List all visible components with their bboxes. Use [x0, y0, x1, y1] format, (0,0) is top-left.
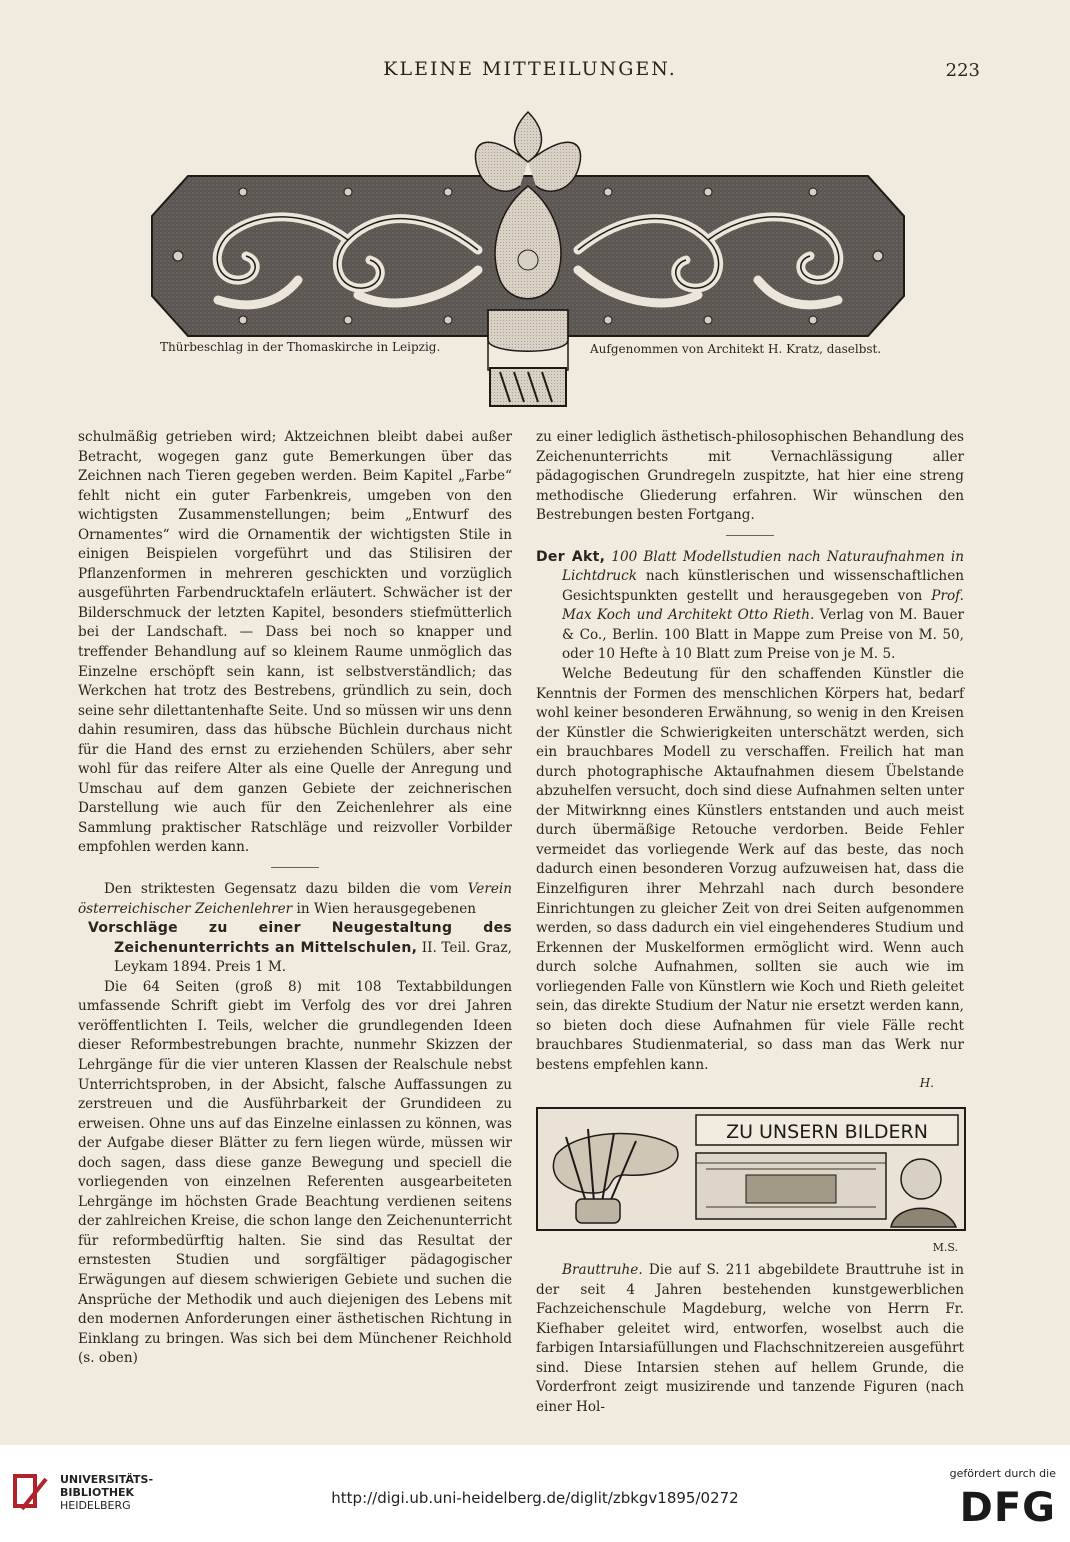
- figure-caption-right: Aufgenommen von Architekt H. Kratz, daselbst.: [590, 342, 882, 356]
- paragraph: Die 64 Seiten (groß 8) mit 108 Textabbildungen umfassende Schrift giebt im Verfolg des vor drei Jahren veröffentlichten I. Teils, welcher die grundlegenden Ideen dieser Reformbestrebungen brachte, nunmehr Skizzen der Lehrgänge für die vier unteren Klassen der Realschule nebst Unterrichtsproben, in der Absicht, falsche Auffassungen zu zerstreuen und die Ausführbarkeit der Grundideen zu erweisen. Ohne uns auf das Einzelne einlassen zu können, was der Aufgabe dieser Blätter zu fern liegen würde, müssen wir doch sagen, dass diese ganze Bewegung und speciell die vorliegenden von einzelnen Referenten ausgearbeiteten Lehrgänge im höchsten Grade Beachtung verdienen seitens der zahlreichen Kreise, die schon lange den Zeichenunterricht für reformbedürftig halten. Sie sind das Resultat der ernstesten Studien und sorgfältiger pädagogischer Erwägungen auf diesem schwierigen Gebiete und suchen die Ansprüche der Methodik und auch diejenigen des Lebens mit den modernen Anforderungen einer ästhetischen Richtung in Einklang zu bringen. Was sich bei dem Münchener Reichhold (s. oben): [78, 978, 512, 1367]
- dfg-logo[interactable]: DFG: [959, 1485, 1056, 1531]
- section-banner-illustration: [536, 1107, 966, 1231]
- paragraph: [78, 880, 512, 919]
- text-run: Die auf S. 211 abgebildete Brauttruhe ist in der seit 4 Jahren bestehenden kunstgewerblichen Fachzeichenschule Magdeburg, welche von Herrn Fr. Kiefhaber geleitet wird, entworfen, woselbst auch die farbigen Intarsiafüllungen und Flachschnitzereien ausgeführt sind. Diese Intarsien stehen auf hellem Grunde, die Vorderfront zeigt musizirende und tanzende Figuren (nach einer Hol-: [536, 1262, 964, 1415]
- review-heading: [536, 548, 964, 665]
- door-fitting-illustration: [148, 100, 908, 410]
- paragraph: schulmäßig getrieben wird; Aktzeichnen bleibt dabei außer Betracht, wogegen ganz gute Bemerkungen über das Zeichnen nach Tieren gegeben werden. Beim Kapitel „Farbe“ fehlt nicht ein guter Farbenkreis, umgeben von den wichtigsten Zusammenstellungen; beim „Entwurf des Ornamentes“ wird die Ornamentik der wichtigsten Stile in einigen Beispielen vorgeführt und das Stilisiren der Pflanzenformen in mehreren geschickten und vorzüglich ausgeführten Farbendrucktafeln erläutert. Schwächer ist der Bilderschmuck der letzten Kapitel, besonders stiefmütterlich bei der Landschaft. — Dass bei noch so knapper und treffender Behandlung auf so kleinem Raume unmöglich das Einzelne erschöpft sein kann, ist selbstverständlich; das Werkchen hat trotz des Bestrebens, gründlich zu sein, doch seine sehr dilettantenhafte Seite. Und so müssen wir uns denn dahin resumiren, dass das hübsche Büchlein durchaus nicht für die Hand des ernst zu erziehenden Schülers, aber sehr wohl für das reifere Alter als eine Quelle der Anregung und Umschau auf dem ganzen Gebiete der zeichnerischen Darstellung wie auch für den Zeichenlehrer als eine Sammlung praktischer Ratschläge und reizvoller Vorbilder empfohlen werden kann.: [78, 429, 512, 856]
- page-number: 223: [945, 60, 980, 81]
- text-run: nach künstlerischen und wissenschaftlichen Gesichtspunkten gestellt und herausgegeben von: [562, 568, 964, 604]
- running-title: KLEINE MITTEILUNGEN.: [383, 58, 677, 80]
- left-column: [78, 428, 512, 1369]
- text-run: in Wien herausgegebenen: [292, 900, 477, 917]
- library-name-line: UNIVERSITÄTS-: [60, 1473, 154, 1486]
- review-title: Der Akt,: [536, 548, 606, 565]
- library-name-line: HEIDELBERG: [60, 1499, 131, 1512]
- section-rule: [726, 535, 774, 536]
- banner-monogram: M.S.: [932, 1240, 958, 1254]
- viewer-footer: [0, 1445, 1070, 1542]
- figure-caption-left: Thürbeschlag in der Thomaskirche in Leipzig.: [160, 340, 441, 354]
- funding-note: gefördert durch die: [949, 1467, 1056, 1480]
- paragraph: [536, 1261, 964, 1417]
- italic-run: Brauttruhe.: [562, 1262, 643, 1279]
- review-heading: [88, 919, 512, 978]
- italic-run: Verein österreichischer Zeichenlehrer: [78, 881, 512, 917]
- permalink[interactable]: http://digi.ub.uni-heidelberg.de/diglit/zbkgv1895/0272: [331, 1489, 739, 1507]
- library-name-line: BIBLIOTHEK: [60, 1486, 135, 1499]
- text-run: Den striktesten Gegensatz dazu bilden die vom: [104, 881, 468, 898]
- banner-title: ZU UNSERN BILDERN: [726, 1121, 928, 1144]
- text-run: Verlag von M. Bauer & Co., Berlin. 100 Blatt in Mappe zum Preise von M. 50, oder 10 Hefte à 10 Blatt zum Preise von je M. 5.: [562, 607, 964, 663]
- right-column: [536, 428, 964, 1418]
- paragraph: Welche Bedeutung für den schaffenden Künstler die Kenntnis der Formen des menschlichen Körpers hat, bedarf wohl keiner besonderen Erwähnung, so wenig in den Kreisen der Künstler die Schwierigkeiten unterschätzt werden, sich ein brauchbares Modell zu verschaffen. Freilich hat man durch photographische Aktaufnahmen diesem Übelstande abzuhelfen versucht, doch sind diese Aufnahmen selten unter der Mitwirknng eines Künstlers entstanden und auch meist durch übermäßige Retouche verdorben. Beide Fehler vermeidet das vorliegende Werk auf das beste, das noch dadurch einen besonderen Vorzug aufzuweisen hat, dass die Einzelfiguren ihrer Mehrzahl nach durch besondere Einrichtungen zu gleicher Zeit von drei Seiten aufgenommen werden, so dass dadurch ein viel eingehenderes Studium und Erkennen der Muskelformen ermöglicht wird. Wenn auch durch solche Aufnahmen, sollten sie auch wie im vorliegenden Falle von Künstlern wie Koch und Rieth geleitet sein, das direkte Studium der Natur nie ersetzt werden kann, so bieten doch diese Aufnahmen für viele Fälle recht brauchbares Studienmaterial, so dass man das Werk nur bestens empfehlen kann.: [536, 666, 964, 1073]
- italic-run: 100 Blatt Modellstudien nach Naturaufnahmen in Lichtdruck: [562, 548, 964, 585]
- section-rule: [271, 867, 319, 868]
- review-title: Vorschläge zu einer Neugestaltung des Zeichenunterrichts an Mittelschulen,: [88, 920, 512, 956]
- signature: H.: [919, 1075, 934, 1090]
- running-head: [80, 58, 980, 86]
- paragraph: zu einer lediglich ästhetisch-philosophischen Behandlung des Zeichenunterrichts mit Vernachlässigung aller pädagogischen Grundregeln zuspitzte, hat hier eine streng methodische Gliederung erfahren. Wir wünschen den Bestrebungen besten Fortgang.: [536, 429, 964, 524]
- italic-run: Prof. Max Koch und Architekt Otto Rieth.: [562, 587, 964, 624]
- review-meta: II. Teil. Graz, Leykam 1894. Preis 1 M.: [114, 939, 512, 976]
